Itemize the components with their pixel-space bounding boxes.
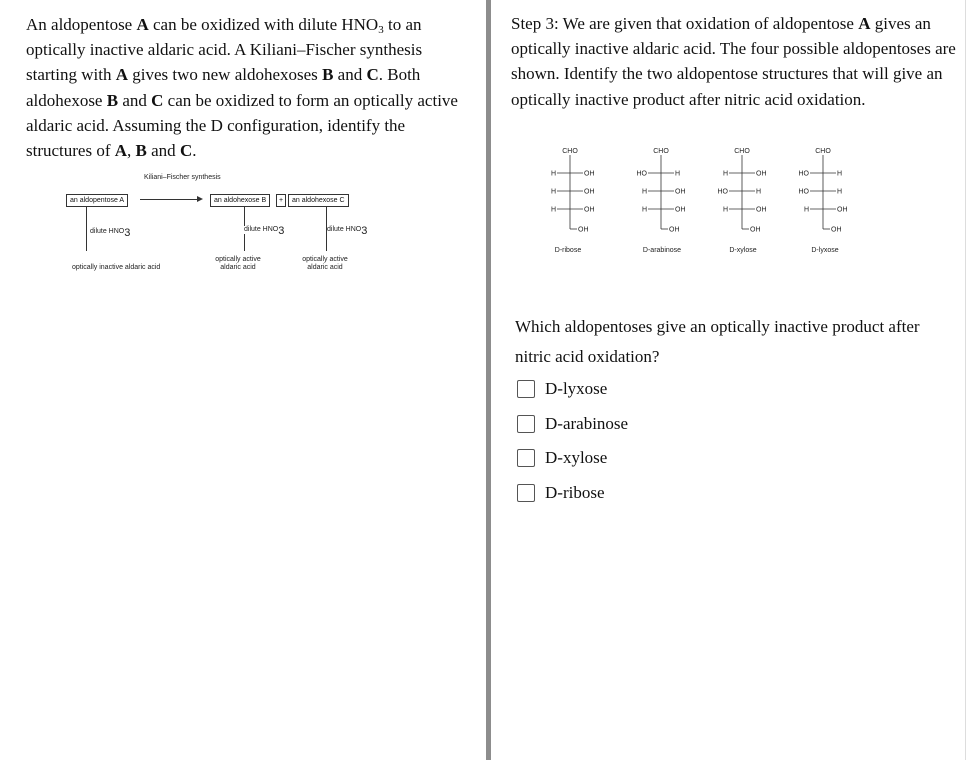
svg-text:OH: OH	[584, 206, 595, 214]
kiliani-label: Kiliani–Fischer synthesis	[144, 174, 221, 181]
name-d-arabinose: D-arabinose	[642, 247, 682, 254]
svg-text:CHO: CHO	[815, 148, 831, 155]
svg-text:OH: OH	[756, 206, 767, 214]
aldohexose-c-box: an aldohexose C	[288, 194, 349, 207]
compound-a: A	[136, 15, 149, 34]
name-d-xylose: D-xylose	[729, 247, 757, 254]
svg-text:OH: OH	[584, 188, 595, 196]
svg-text:H: H	[550, 206, 556, 214]
compound-b: B	[322, 65, 334, 85]
problem-statement: An aldopentose A can be oxidized with dilute $HNO_3$ to an optically inactive aldaric acid. A Kiliani–Fischer synthesis starting with A gives two new aldohexoses B and C. Both aldohexose B and C can be oxidized to form an optically active aldaric acid. Assuming the D configuration, identify the structures of A, B and C.	[26, 15, 458, 161]
aldopentose-a-box: an aldopentose A	[66, 194, 128, 207]
active-acid-label-c: optically active aldaric acid	[302, 256, 348, 271]
svg-text:HO: HO	[636, 170, 647, 178]
svg-text:H: H	[641, 188, 647, 196]
fischer-d-arabinose	[637, 148, 686, 254]
svg-text:OH: OH	[756, 170, 767, 178]
svg-text:H: H	[722, 206, 728, 214]
svg-text:H: H	[756, 188, 762, 196]
dilute-hno3-label-b: dilute $HNO_3$	[244, 225, 285, 237]
svg-text:CHO: CHO	[653, 148, 669, 155]
svg-text:OH: OH	[675, 188, 686, 196]
checkbox[interactable]	[517, 380, 535, 398]
arrow-head-icon	[197, 196, 203, 202]
question-text: Which aldopentoses give an optically inactive product after nitric acid oxidation?	[515, 317, 920, 366]
fischer-projections	[539, 145, 951, 260]
svg-text:CHO: CHO	[562, 148, 578, 155]
synthesis-arrow	[140, 199, 198, 200]
svg-text:OH: OH	[675, 206, 686, 214]
svg-text:H: H	[550, 188, 556, 196]
svg-text:CHO: CHO	[734, 148, 750, 155]
svg-text:OH: OH	[831, 226, 842, 234]
fischer-d-ribose	[551, 148, 595, 254]
svg-text:HO: HO	[798, 170, 809, 178]
svg-text:H: H	[550, 170, 556, 178]
svg-text:H: H	[675, 170, 681, 178]
svg-text:OH: OH	[669, 226, 680, 234]
aldohexose-b-box: an aldohexose B	[210, 194, 270, 207]
svg-text:H: H	[722, 170, 728, 178]
checkbox[interactable]	[517, 415, 535, 433]
svg-text:H: H	[837, 188, 843, 196]
fischer-d-lyxose	[799, 148, 848, 254]
checkbox[interactable]	[517, 449, 535, 467]
svg-text:OH: OH	[750, 226, 761, 234]
dilute-hno3-label-c: dilute $HNO_3$	[327, 225, 368, 237]
step-3-text: Step 3: We are given that oxidation of aldopentose A gives an optically inactive aldaric acid. The four possible aldopentoses are shown. Identify the two aldopentose structures that will give an optically inactive product after nitric acid oxidation.	[511, 14, 956, 109]
reaction-scheme	[66, 170, 366, 280]
dilute-hno3-label-a: dilute $HNO_3$	[90, 227, 131, 239]
svg-text:OH: OH	[584, 170, 595, 178]
fischer-d-xylose	[718, 148, 767, 254]
inactive-acid-label: optically inactive aldaric acid	[72, 264, 161, 271]
checkbox[interactable]	[517, 484, 535, 502]
active-acid-label-b: optically active aldaric acid	[215, 256, 261, 271]
svg-text:HO: HO	[798, 188, 809, 196]
plus-box: +	[276, 194, 286, 207]
svg-text:OH: OH	[837, 206, 848, 214]
name-d-lyxose: D-lyxose	[811, 247, 839, 254]
name-d-ribose: D-ribose	[554, 247, 582, 254]
option-d-ribose[interactable]: D -ribose	[517, 476, 628, 511]
compound-c: C	[366, 65, 379, 85]
option-d-xylose[interactable]: D -xylose	[517, 441, 628, 476]
option-d-lyxose[interactable]: D -lyxose	[517, 372, 628, 407]
option-d-arabinose[interactable]: D -arabinose	[517, 407, 628, 442]
svg-text:OH: OH	[578, 226, 589, 234]
svg-text:H: H	[803, 206, 809, 214]
solution-pane	[491, 0, 966, 760]
svg-text:H: H	[641, 206, 647, 214]
oxidation-arrow-a	[86, 207, 87, 251]
answer-options	[517, 372, 628, 510]
svg-text:H: H	[837, 170, 843, 178]
svg-text:HO: HO	[717, 188, 728, 196]
